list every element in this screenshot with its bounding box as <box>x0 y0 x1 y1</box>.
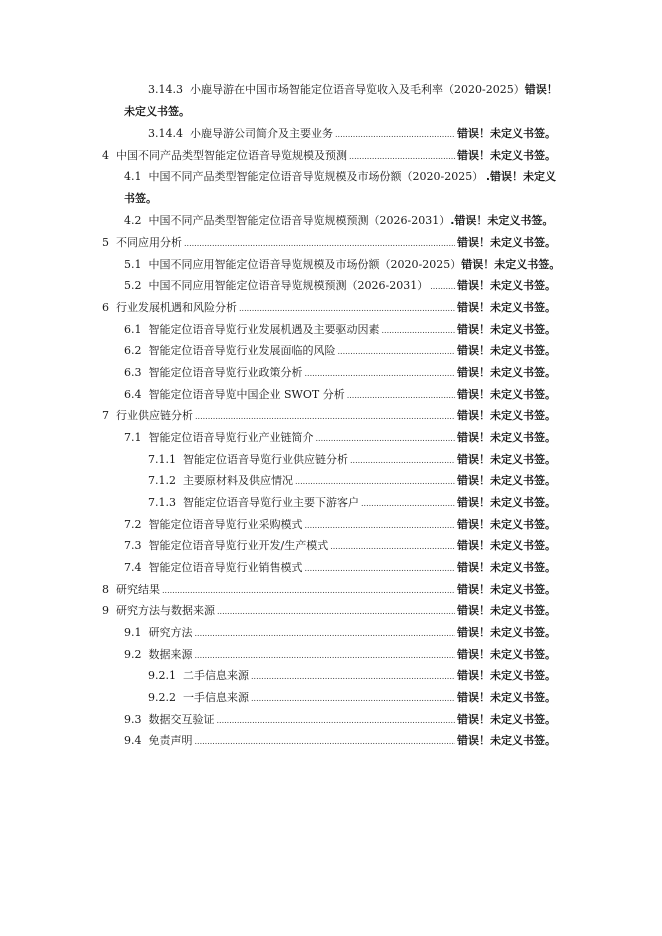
toc-number: 4 <box>102 149 109 162</box>
toc-page-ref: 错误！未定义书签。 <box>457 127 556 140</box>
toc-leader <box>195 408 455 426</box>
toc-leader <box>295 473 455 491</box>
toc-number: 9.1 <box>124 626 142 639</box>
toc-page-ref: 错误！未定义书签。 <box>457 626 556 639</box>
toc-title: 智能定位语音导览行业销售模式 <box>148 561 303 574</box>
toc-title: 研究方法与数据来源 <box>116 604 215 617</box>
toc-page-ref: .错误！未定义 <box>485 170 556 183</box>
toc-entry[interactable] <box>124 624 556 642</box>
toc-leader <box>305 560 456 578</box>
toc-number: 7.3 <box>124 539 142 552</box>
toc-title: 小鹿导游公司简介及主要业务 <box>190 127 333 140</box>
toc-entry[interactable] <box>124 429 556 447</box>
toc-number: 4.2 <box>124 214 142 227</box>
toc-title: 小鹿导游在中国市场智能定位语音导览收入及毛利率（2020-2025） <box>190 83 525 96</box>
toc-number: 9.3 <box>124 713 142 726</box>
toc-title: 中国不同产品类型智能定位语音导览规模及预测 <box>116 149 347 162</box>
toc-entry[interactable] <box>124 537 556 555</box>
toc-page-ref: 错误！未定义书签。 <box>457 713 556 726</box>
toc-leader <box>349 148 455 166</box>
toc-page-ref: .错误！未定义书签。 <box>450 214 554 227</box>
toc-title: 智能定位语音导览行业开发/生产模式 <box>148 539 329 552</box>
toc-page-ref-continued: 未定义书签。 <box>124 105 190 118</box>
toc-number: 7.1 <box>124 431 142 444</box>
toc-entry[interactable] <box>124 559 556 577</box>
toc-page-ref: 错误！ <box>524 83 558 96</box>
toc-leader <box>305 365 456 383</box>
toc-page-ref: 错误！未定义书签。 <box>457 648 556 661</box>
toc-entry[interactable] <box>124 732 556 750</box>
toc-number: 8 <box>102 583 109 596</box>
toc-page-ref: 错误！未定义书签。 <box>457 734 556 747</box>
toc-leader <box>335 126 455 144</box>
toc-leader <box>350 452 455 470</box>
toc-page-ref: 错误！未定义书签。 <box>457 301 556 314</box>
toc-title: 二手信息来源 <box>183 669 249 682</box>
toc-title: 数据来源 <box>148 648 193 661</box>
toc-title: 数据交互验证 <box>148 713 215 726</box>
toc-number: 5 <box>102 236 109 249</box>
toc-leader <box>251 690 455 708</box>
toc-page-ref: 错误！未定义书签。 <box>457 561 556 574</box>
toc-leader <box>330 538 455 556</box>
toc-page-ref: 错误！未定义书签。 <box>457 474 556 487</box>
toc-number: 6.4 <box>124 388 142 401</box>
toc-number: 6 <box>102 301 109 314</box>
toc-leader <box>217 603 455 621</box>
toc-entry[interactable] <box>102 234 556 252</box>
toc-title: 行业发展机遇和风险分析 <box>116 301 237 314</box>
toc-entry[interactable] <box>124 212 556 230</box>
toc-title: 智能定位语音导览行业政策分析 <box>148 366 303 379</box>
toc-number: 7 <box>102 409 109 422</box>
toc-title: 一手信息来源 <box>183 691 249 704</box>
toc-page-ref: 错误！未定义书签。 <box>457 583 556 596</box>
toc-page-ref: 错误！未定义书签。 <box>457 149 556 162</box>
toc-entry[interactable] <box>102 581 556 599</box>
toc-leader <box>338 343 456 361</box>
toc-entry[interactable] <box>124 646 556 664</box>
toc-entry[interactable] <box>102 602 556 620</box>
toc-number: 9 <box>102 604 109 617</box>
toc-entry[interactable] <box>148 667 556 685</box>
toc-leader <box>347 387 455 405</box>
toc-title: 智能定位语音导览行业产业链简介 <box>148 431 314 444</box>
toc-page-ref: 错误！未定义书签。 <box>457 409 556 422</box>
toc-title: 中国不同产品类型智能定位语音导览规模预测（2026-2031） <box>148 214 451 227</box>
toc-leader <box>239 300 455 318</box>
toc-number: 3.14.3 <box>148 83 183 96</box>
toc-entry[interactable] <box>148 689 556 707</box>
toc-entry[interactable] <box>102 407 556 425</box>
toc-number: 7.1.2 <box>148 474 176 487</box>
toc-entry[interactable] <box>124 516 556 534</box>
toc-number: 6.1 <box>124 323 142 336</box>
toc-title: 智能定位语音导览行业发展面临的风险 <box>148 344 336 357</box>
toc-leader <box>430 278 455 296</box>
toc-page-ref: 错误！未定义书签。 <box>457 236 556 249</box>
toc-title: 智能定位语音导览中国企业 SWOT 分析 <box>148 388 345 401</box>
toc-leader <box>195 625 456 643</box>
toc-title: 研究结果 <box>116 583 160 596</box>
toc-entry[interactable] <box>102 147 556 165</box>
toc-entry[interactable] <box>124 277 556 295</box>
toc-leader <box>195 647 456 665</box>
toc-title: 智能定位语音导览行业发展机遇及主要驱动因素 <box>148 323 380 336</box>
toc-page-ref: 错误！未定义书签。 <box>457 344 556 357</box>
toc-leader <box>361 495 455 513</box>
toc-number: 3.14.4 <box>148 127 183 140</box>
toc-title: 智能定位语音导览行业采购模式 <box>148 518 303 531</box>
toc-title: 智能定位语音导览行业主要下游客户 <box>183 496 359 509</box>
toc-entry[interactable] <box>102 299 556 317</box>
toc-leader <box>195 733 456 751</box>
toc-page-ref: 错误！未定义书签。 <box>457 691 556 704</box>
toc-number: 5.2 <box>124 279 142 292</box>
toc-title: 主要原材料及供应情况 <box>183 474 293 487</box>
toc-title: 中国不同应用智能定位语音导览规模及市场份额（2020-2025） <box>148 258 462 271</box>
toc-leader <box>184 235 455 253</box>
toc-entry[interactable] <box>148 472 556 490</box>
toc-entry[interactable] <box>148 81 556 99</box>
toc-page-ref: 错误！未定义书签。 <box>457 669 556 682</box>
toc-entry[interactable] <box>148 125 556 143</box>
toc-leader <box>316 430 456 448</box>
toc-page-ref: 错误！未定义书签。 <box>457 518 556 531</box>
toc-entry[interactable] <box>148 494 556 512</box>
toc-leader <box>217 712 456 730</box>
toc-number: 7.2 <box>124 518 142 531</box>
toc-number: 6.3 <box>124 366 142 379</box>
toc-title: 中国不同应用智能定位语音导览规模预测（2026-2031） <box>148 279 429 292</box>
toc-title: 智能定位语音导览行业供应链分析 <box>183 453 348 466</box>
toc-page-ref: 错误！未定义书签。 <box>461 258 561 271</box>
toc-leader <box>305 517 456 535</box>
toc-entry[interactable] <box>124 711 556 729</box>
toc-entry[interactable] <box>124 342 556 360</box>
toc-number: 7.1.1 <box>148 453 176 466</box>
toc-page-ref: 错误！未定义书签。 <box>457 431 556 444</box>
toc-page-ref: 错误！未定义书签。 <box>457 539 556 552</box>
toc-entry[interactable] <box>124 364 556 382</box>
toc-leader <box>382 322 456 340</box>
toc-title: 不同应用分析 <box>116 236 182 249</box>
toc-title: 行业供应链分析 <box>116 409 193 422</box>
toc-title: 免责声明 <box>148 734 193 747</box>
toc-number: 9.2.2 <box>148 691 176 704</box>
toc-entry[interactable] <box>124 321 556 339</box>
toc-number: 9.2.1 <box>148 669 176 682</box>
toc-entry[interactable] <box>124 168 556 186</box>
toc-page-ref-continued: 书签。 <box>124 192 157 205</box>
toc-page-ref: 错误！未定义书签。 <box>457 496 556 509</box>
toc-number: 4.1 <box>124 170 142 183</box>
toc-number: 7.1.3 <box>148 496 176 509</box>
toc-number: 9.2 <box>124 648 142 661</box>
toc-page-ref: 错误！未定义书签。 <box>457 604 556 617</box>
toc-page-ref: 错误！未定义书签。 <box>457 323 556 336</box>
toc-leader <box>162 582 455 600</box>
toc-title: 中国不同产品类型智能定位语音导览规模及市场份额（2020-2025） <box>148 170 484 183</box>
toc-number: 9.4 <box>124 734 142 747</box>
toc-entry[interactable] <box>148 451 556 469</box>
toc-page-ref: 错误！未定义书签。 <box>457 279 556 292</box>
toc-page-ref: 错误！未定义书签。 <box>457 388 556 401</box>
toc-number: 6.2 <box>124 344 142 357</box>
toc-entry[interactable] <box>124 256 561 274</box>
toc-page-ref: 错误！未定义书签。 <box>457 366 556 379</box>
toc-number: 7.4 <box>124 561 142 574</box>
toc-page-ref: 错误！未定义书签。 <box>457 453 556 466</box>
toc-number: 5.1 <box>124 258 142 271</box>
toc-leader <box>251 668 455 686</box>
toc-title: 研究方法 <box>148 626 193 639</box>
toc-entry[interactable] <box>124 386 556 404</box>
